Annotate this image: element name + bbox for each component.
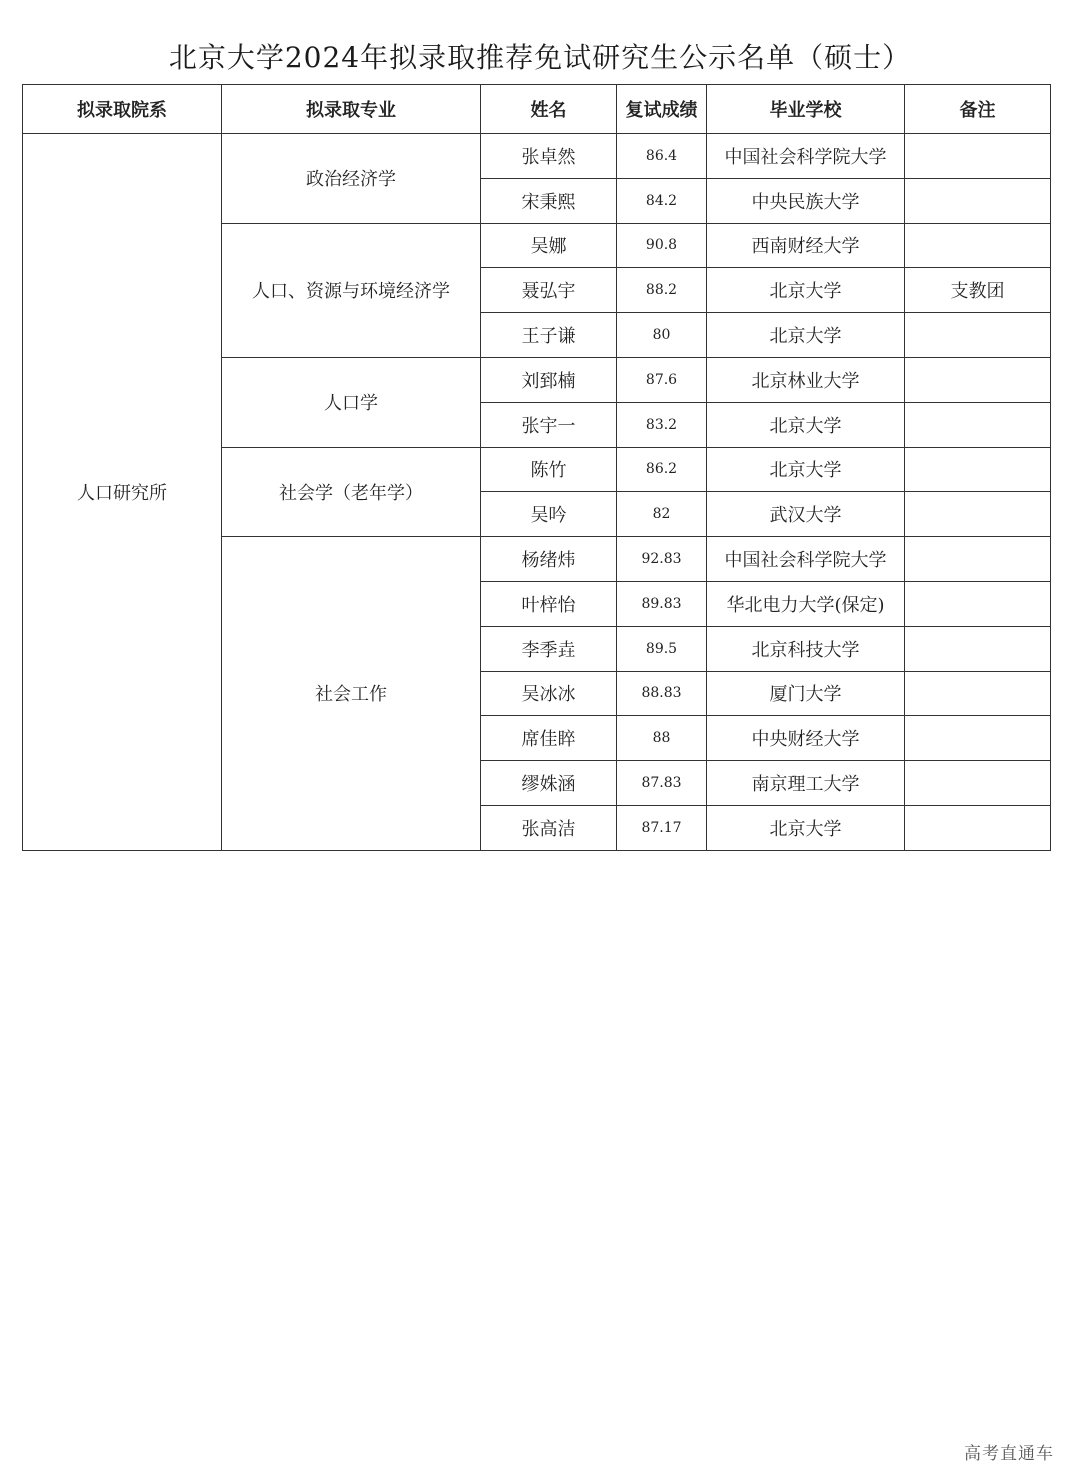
note-cell [905,134,1051,179]
score-cell: 87.6 [617,357,707,402]
score-cell: 88.83 [617,671,707,716]
header-school: 毕业学校 [707,85,905,134]
note-cell [905,537,1051,582]
school-cell: 北京大学 [707,268,905,313]
header-score: 复试成绩 [617,85,707,134]
score-cell: 89.5 [617,626,707,671]
major-cell: 社会学（老年学） [222,447,481,537]
note-cell [905,626,1051,671]
school-cell: 西南财经大学 [707,223,905,268]
student-name-cell: 席佳睟 [481,716,617,761]
note-cell: 支教团 [905,268,1051,313]
student-name-cell: 张宇一 [481,402,617,447]
page-title: 北京大学2024年拟录取推荐免试研究生公示名单（硕士） [168,41,912,74]
school-cell: 北京大学 [707,313,905,358]
header-note: 备注 [905,85,1051,134]
table-body [23,134,1051,851]
school-cell: 北京大学 [707,402,905,447]
school-cell: 北京科技大学 [707,626,905,671]
score-cell: 83.2 [617,402,707,447]
watermark: 高考直通车 [964,1444,1054,1464]
score-cell: 90.8 [617,223,707,268]
student-name-cell: 聂弘宇 [481,268,617,313]
note-cell [905,492,1051,537]
student-name-cell: 王子谦 [481,313,617,358]
score-cell: 87.83 [617,761,707,806]
major-cell: 人口学 [222,357,481,447]
note-cell [905,357,1051,402]
score-cell: 88.2 [617,268,707,313]
note-cell [905,447,1051,492]
score-cell: 86.2 [617,447,707,492]
major-cell: 人口、资源与环境经济学 [222,223,481,357]
school-cell: 中央财经大学 [707,716,905,761]
major-cell: 社会工作 [222,537,481,851]
score-cell: 80 [617,313,707,358]
student-name-cell: 叶梓怡 [481,581,617,626]
school-cell: 北京林业大学 [707,357,905,402]
school-cell: 南京理工大学 [707,761,905,806]
school-cell: 中央民族大学 [707,178,905,223]
student-name-cell: 李季垚 [481,626,617,671]
student-name-cell: 吴吟 [481,492,617,537]
note-cell [905,761,1051,806]
table-row [23,134,1051,179]
student-name-cell: 缪姝涵 [481,761,617,806]
score-cell: 82 [617,492,707,537]
note-cell [905,313,1051,358]
score-cell: 88 [617,716,707,761]
school-cell: 中国社会科学院大学 [707,134,905,179]
student-name-cell: 杨绪炜 [481,537,617,582]
student-name-cell: 宋秉熙 [481,178,617,223]
major-cell: 政治经济学 [222,134,481,224]
note-cell [905,402,1051,447]
score-cell: 89.83 [617,581,707,626]
admission-table [22,84,1051,851]
header-major: 拟录取专业 [222,85,481,134]
note-cell [905,671,1051,716]
score-cell: 84.2 [617,178,707,223]
note-cell [905,805,1051,850]
student-name-cell: 刘郅楠 [481,357,617,402]
school-cell: 北京大学 [707,805,905,850]
header-department: 拟录取院系 [23,85,222,134]
note-cell [905,716,1051,761]
student-name-cell: 陈竹 [481,447,617,492]
student-name-cell: 吴娜 [481,223,617,268]
school-cell: 厦门大学 [707,671,905,716]
header-name: 姓名 [481,85,617,134]
note-cell [905,581,1051,626]
table-header-row [23,85,1051,134]
score-cell: 92.83 [617,537,707,582]
score-cell: 87.17 [617,805,707,850]
department-cell: 人口研究所 [23,134,222,851]
school-cell: 武汉大学 [707,492,905,537]
note-cell [905,223,1051,268]
score-cell: 86.4 [617,134,707,179]
school-cell: 中国社会科学院大学 [707,537,905,582]
school-cell: 北京大学 [707,447,905,492]
student-name-cell: 张卓然 [481,134,617,179]
student-name-cell: 张高洁 [481,805,617,850]
note-cell [905,178,1051,223]
student-name-cell: 吴冰冰 [481,671,617,716]
school-cell: 华北电力大学(保定) [707,581,905,626]
